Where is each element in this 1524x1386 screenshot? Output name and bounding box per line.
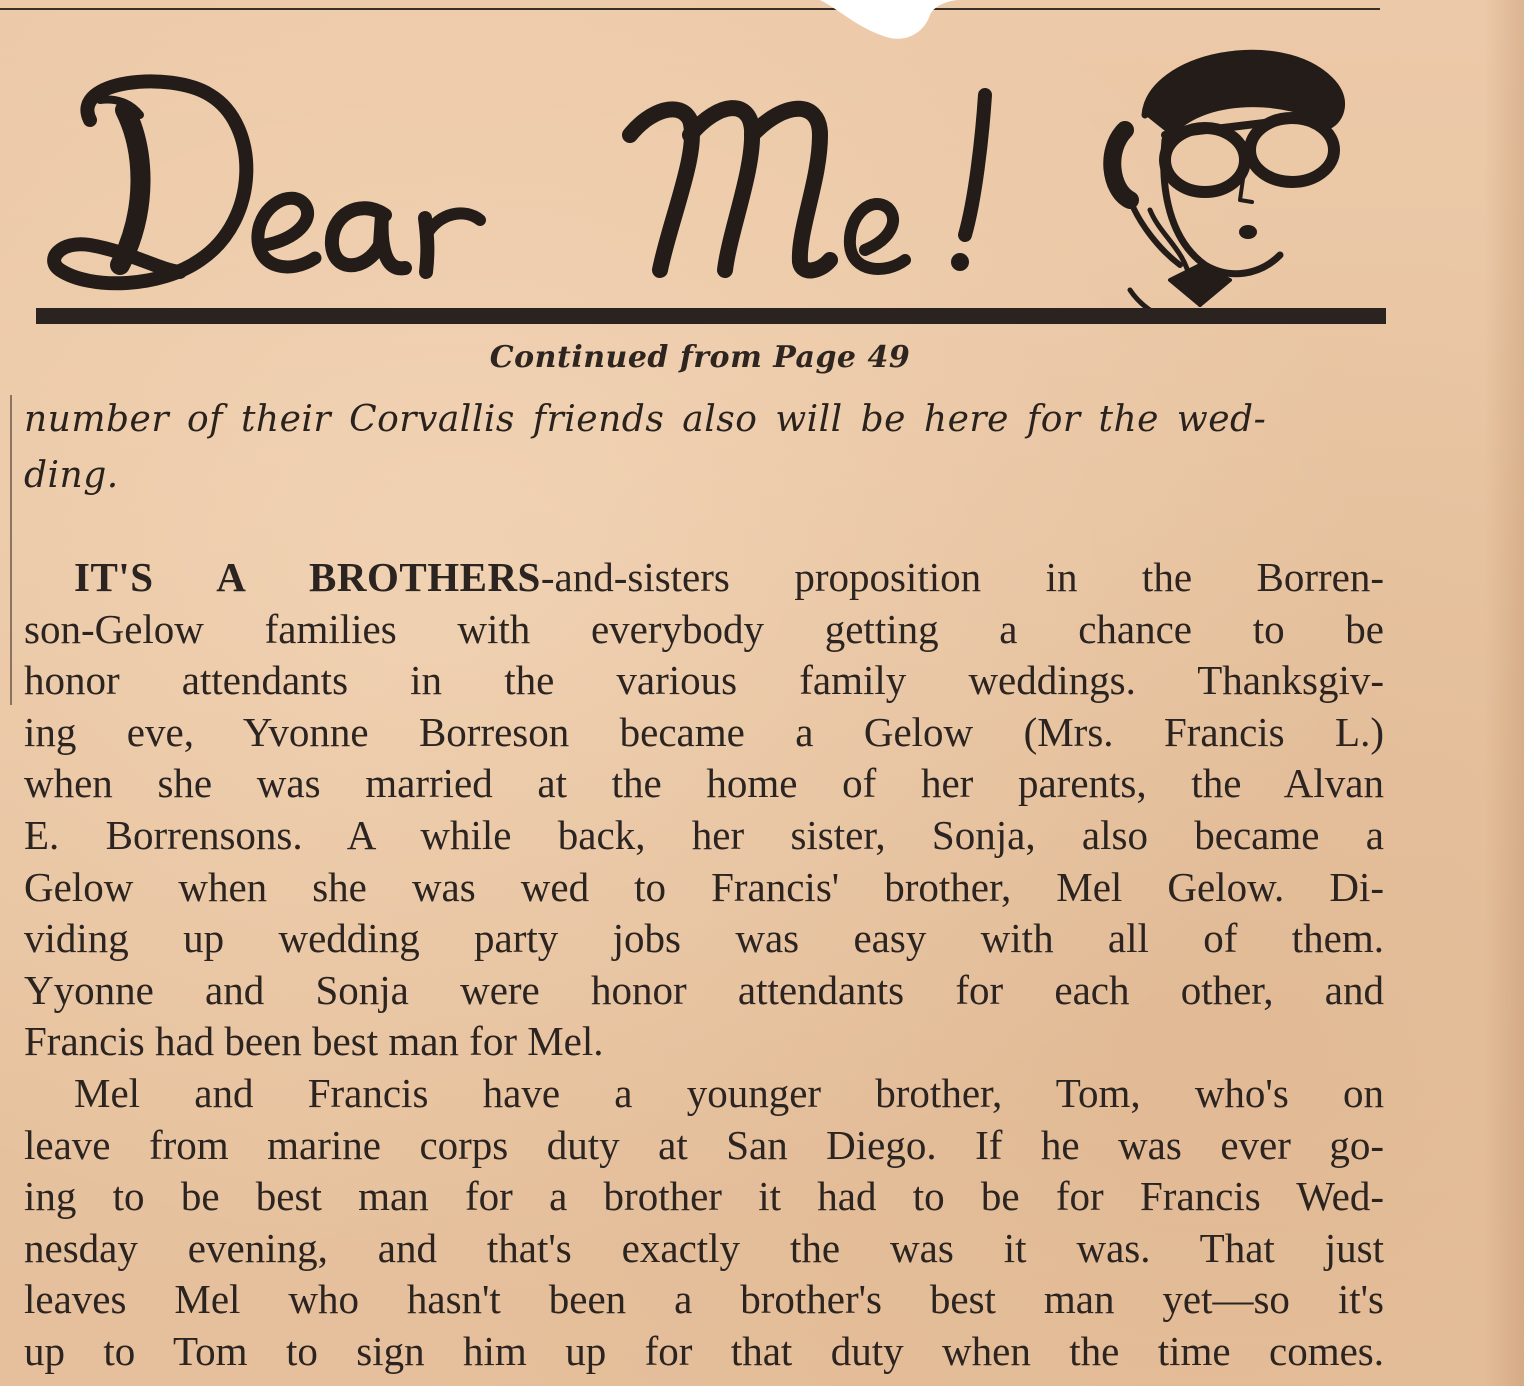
article-line: Gelow when she was wed to Francis' brother, Mel Gelow. Di- — [24, 863, 1384, 910]
article-line: honor attendants in the various family weddings. Thanksgiv- — [24, 657, 1384, 704]
article-line: up to Tom to sign him up for that duty when the time comes. — [24, 1327, 1384, 1374]
article-line: ing eve, Yvonne Borreson became a Gelow (Mrs. Francis L.) — [24, 708, 1384, 755]
article-line: leave from marine corps duty at San Diego. If he was ever go- — [24, 1121, 1384, 1168]
article-line: viding up wedding party jobs was easy with all of them. — [24, 915, 1384, 962]
continued-note: Continued from Page 49 — [489, 340, 911, 375]
intro-line: ding. — [24, 455, 119, 496]
dear-me-logo — [30, 40, 1390, 330]
top-border-rule — [0, 8, 1380, 10]
left-margin-mark — [10, 395, 12, 705]
intro-line: number of their Corvallis friends also will be here for the wed- — [24, 399, 1267, 440]
article-line: Mel and Francis have a younger brother, Tom, who's on — [74, 1069, 1384, 1116]
paper-edge-shadow — [1484, 0, 1524, 1386]
article-line: nesday evening, and that's exactly the was it was. That just — [24, 1224, 1384, 1271]
paragraph-lead: IT'S A BROTHERS — [74, 554, 541, 600]
article-line: when she was married at the home of her parents, the Alvan — [24, 760, 1384, 807]
intro-continuation — [24, 392, 1384, 504]
article-line: Yyonne and Sonja were honor attendants for each other, and — [24, 966, 1384, 1013]
article-line — [24, 552, 1384, 604]
paragraph-lead-rest: -and-sisters proposition in the Borren- — [540, 554, 1384, 600]
article-line: Francis had been best man for Mel. — [24, 1018, 604, 1065]
woman-on-phone-icon — [1112, 53, 1341, 320]
article-line: leaves Mel who hasn't been a brother's best man yet—so it's — [24, 1276, 1384, 1323]
article-body — [24, 552, 1384, 1378]
article-line: E. Borrensons. A while back, her sister, Sonja, also became a — [24, 811, 1384, 858]
column-masthead — [30, 40, 1390, 330]
article-line: ing to be best man for a brother it had to be for Francis Wed- — [24, 1173, 1384, 1220]
article-line: son-Gelow families with everybody getting a chance to be — [24, 605, 1384, 652]
masthead-rule — [36, 308, 1386, 324]
